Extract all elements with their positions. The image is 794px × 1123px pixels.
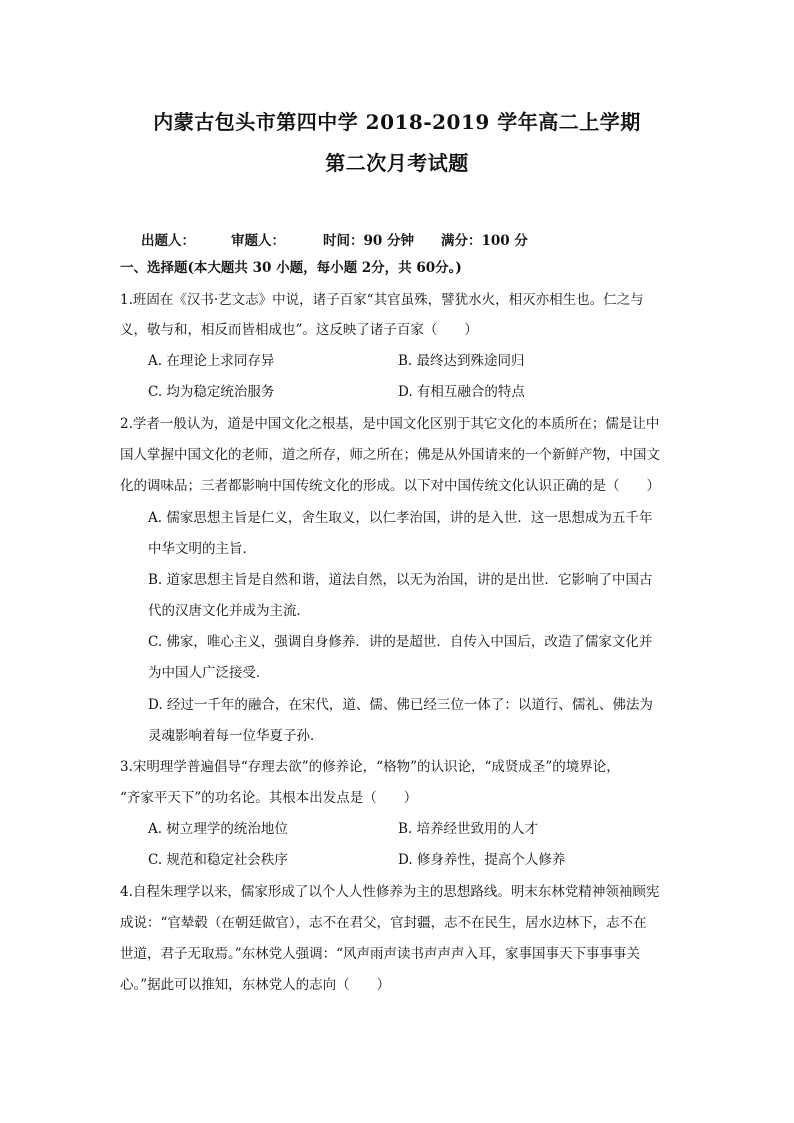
question-1-option-a: A. 在理论上求同存异 (148, 353, 275, 369)
question-2-option-d: D. 经过一千年的融合，在宋代，道、儒、佛已经三位一体了：以道行、儒礼、佛法为 (148, 697, 653, 713)
exam-title: 内蒙古包头市第四中学 2018-2019 学年高二上学期 (153, 110, 641, 134)
question-3-stem: 3.宋明理学普遍倡导“存理去欲”的修养论，“格物”的认识论，“成贤成圣”的境界论， (120, 759, 620, 775)
section-heading: 一、选择题(本大题共 30 小题，每小题 2分，共 60分。) (120, 260, 462, 276)
question-2-option-d: 灵魂影响着每一位华夏子孙． (148, 728, 324, 744)
question-2-option-c: C. 佛家，唯心主义，强调自身修养．讲的是超世．自传入中国后，改造了儒家文化并 (148, 634, 653, 650)
question-2-option-a: 中华文明的主旨． (148, 541, 256, 557)
question-2-stem: 2.学者一般认为，道是中国文化之根基，是中国文化区别于其它文化的本质所在；儒是让中 (120, 416, 660, 432)
reviewer-label: 审题人： (231, 233, 285, 249)
question-2-option-a: A. 儒家思想主旨是仁义，舍生取义，以仁孝治国，讲的是入世．这一思想成为五千年 (148, 510, 653, 526)
question-4-stem: 4.自程朱理学以来，儒家形成了以个人人性修养为主的思想路线。明末东林党精神领袖顾宪 (120, 884, 660, 900)
question-3-stem: “齐家平天下”的功名论。其根本出发点是（ ） (120, 790, 418, 806)
question-2-option-c: 为中国人广泛接受． (148, 665, 270, 681)
question-2-option-b: B. 道家思想主旨是自然和谐，道法自然，以无为治国，讲的是出世．它影响了中国古 (148, 572, 653, 588)
question-4-stem: 成说：“官辇毂（在朝廷做官），志不在君父，官封疆，志不在民生，居水边林下，志不在 (120, 915, 647, 931)
question-2-stem: 化的调味品；三者都影响中国传统文化的形成。以下对中国传统文化认识正确的是（ ） (120, 478, 660, 494)
question-4-stem: 世道，君子无取焉。”东林党人强调：“风声雨声读书声声声入耳，家事国事天下事事事关 (120, 946, 641, 962)
question-2-stem: 国人掌握中国文化的老师，道之所存，师之所在；佛是从外国请来的一个新鲜产物，中国文 (120, 447, 660, 463)
author-label: 出题人： (141, 233, 195, 249)
question-1-option-c: C. 均为稳定统治服务 (148, 384, 275, 400)
question-2-option-b: 代的汉唐文化并成为主流． (148, 603, 310, 619)
question-3-option-c: C. 规范和稳定社会秩序 (148, 852, 288, 868)
question-1-stem: 1.班固在《汉书·艺文志》中说，诸子百家“其官虽殊，譬犹水火，相灭亦相生也。仁之与 (120, 292, 644, 308)
question-3-option-a: A. 树立理学的统治地位 (148, 821, 288, 837)
exam-subtitle: 第二次月考试题 (325, 151, 469, 175)
question-3-option-d: D. 修身养性，提高个人修养 (398, 852, 566, 868)
question-4-stem: 心。”据此可以推知，东林党人的志向（ ） (120, 977, 391, 993)
time-label: 时间：90 分钟 (323, 233, 414, 249)
exam-meta (141, 229, 528, 249)
question-1-option-d: D. 有相互融合的特点 (398, 384, 525, 400)
question-1-stem: 义，敬与和，相反而皆相成也”。这反映了诸子百家（ ） (120, 322, 478, 338)
score-label: 满分：100 分 (441, 233, 528, 249)
question-1-option-b: B. 最终达到殊途同归 (398, 353, 525, 369)
question-3-option-b: B. 培养经世致用的人才 (398, 821, 539, 837)
